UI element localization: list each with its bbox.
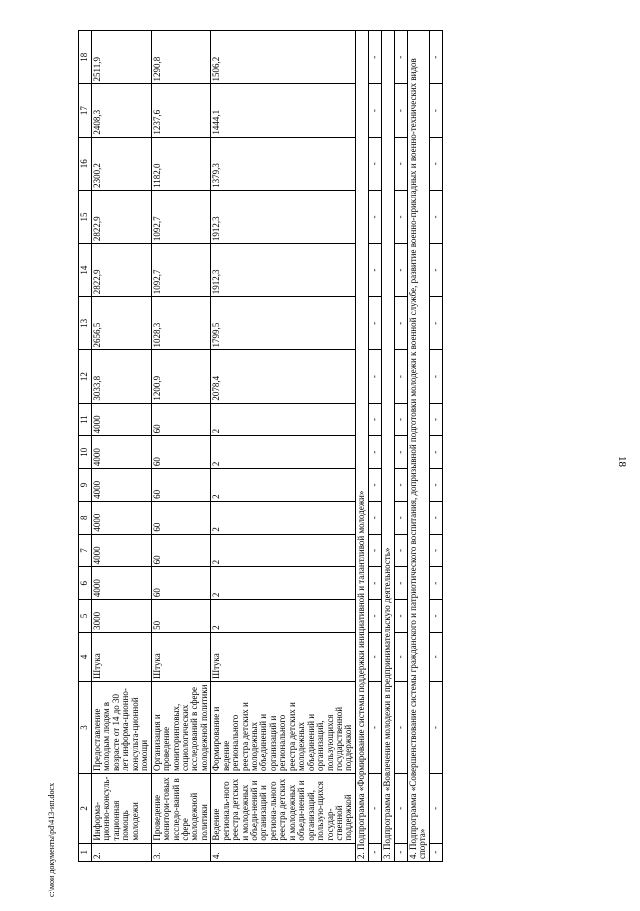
value-cell: 60 bbox=[151, 501, 211, 534]
dash-cell: - bbox=[394, 403, 407, 436]
activity-description: Организация и проведение мониторинговых, социологических исследований в сфере молодежной политики bbox=[151, 681, 211, 773]
value-cell: 1182,0 bbox=[151, 137, 211, 190]
dash-cell: - bbox=[394, 632, 407, 681]
subprogram-2-title: 2. Подпрограмма «Формирование системы поддержки инициативной и талантливой молодежи» bbox=[355, 31, 368, 862]
header-cell: 15 bbox=[79, 190, 92, 243]
dash-cell: - bbox=[394, 297, 407, 350]
unit-cell: Штука bbox=[92, 632, 152, 681]
value-cell: 1912,3 bbox=[211, 190, 356, 243]
dash-cell: - bbox=[368, 632, 381, 681]
value-cell: 1444,1 bbox=[211, 84, 356, 137]
row-number: 2. bbox=[92, 843, 152, 861]
program-table-wrapper bbox=[78, 30, 598, 862]
header-cell: 10 bbox=[79, 436, 92, 469]
value-cell: 60 bbox=[151, 567, 211, 600]
subprogram-row bbox=[381, 31, 394, 862]
activity-name: Ведение региональ-ного реестра детских и молодежных объеди-нений и организаций и региона-льного реестра детских и молодежных объеди-нений и организаций, пользую-щихся государ-ственной поддержкой bbox=[211, 774, 356, 844]
value-cell: 60 bbox=[151, 403, 211, 436]
table-row bbox=[151, 31, 211, 862]
value-cell: 1237,6 bbox=[151, 84, 211, 137]
header-cell: 13 bbox=[79, 297, 92, 350]
value-cell: 2822,9 bbox=[92, 244, 152, 297]
dash-cell: - bbox=[429, 244, 442, 297]
value-cell: 4000 bbox=[92, 436, 152, 469]
value-cell: 4000 bbox=[92, 469, 152, 502]
value-cell: 50 bbox=[151, 600, 211, 633]
header-cell: 7 bbox=[79, 534, 92, 567]
value-cell: 1092,7 bbox=[151, 190, 211, 243]
dash-cell: - bbox=[429, 681, 442, 773]
dash-cell: - bbox=[429, 436, 442, 469]
value-cell: 2822,9 bbox=[92, 190, 152, 243]
value-cell: 1200,9 bbox=[151, 350, 211, 403]
dash-cell: - bbox=[394, 534, 407, 567]
dash-row bbox=[394, 31, 407, 862]
header-cell: 4 bbox=[79, 632, 92, 681]
header-cell: 1 bbox=[79, 843, 92, 861]
header-cell: 2 bbox=[79, 774, 92, 844]
dash-cell: - bbox=[394, 774, 407, 844]
dash-cell: - bbox=[429, 843, 442, 861]
subprogram-3-title: 3. Подпрограмма «Вовлечение молодежи в предпринимательскую деятельность» bbox=[381, 31, 394, 862]
dash-cell: - bbox=[368, 297, 381, 350]
value-cell: 60 bbox=[151, 534, 211, 567]
dash-cell: - bbox=[368, 436, 381, 469]
value-cell: 2078,4 bbox=[211, 350, 356, 403]
value-cell: 2 bbox=[211, 534, 356, 567]
header-cell: 18 bbox=[79, 31, 92, 84]
dash-cell: - bbox=[429, 84, 442, 137]
value-cell: 4000 bbox=[92, 501, 152, 534]
activity-name: Информа-ционно-консуль-тационная помощь молодежи bbox=[92, 774, 152, 844]
value-cell: 60 bbox=[151, 469, 211, 502]
dash-cell: - bbox=[394, 31, 407, 84]
value-cell: 1799,5 bbox=[211, 297, 356, 350]
header-cell: 17 bbox=[79, 84, 92, 137]
dash-cell: - bbox=[394, 600, 407, 633]
value-cell: 2 bbox=[211, 600, 356, 633]
dash-cell: - bbox=[368, 190, 381, 243]
activity-description: Предоставление молодым людям в возрасте от 14 до 30 лет информа-ционно-консульта-ционной помощи bbox=[92, 681, 152, 773]
value-cell: 4000 bbox=[92, 403, 152, 436]
dash-cell: - bbox=[368, 137, 381, 190]
value-cell: 3033,8 bbox=[92, 350, 152, 403]
value-cell: 2300,2 bbox=[92, 137, 152, 190]
value-cell: 2 bbox=[211, 403, 356, 436]
dash-cell: - bbox=[368, 501, 381, 534]
activity-description: Формирование и ведение регионального реестра детских и молодежных объединений и организаций и регионального реестра детских и молодежных объединений и организаций, пользующихся государственной поддержкой bbox=[211, 681, 356, 773]
value-cell: 1092,7 bbox=[151, 244, 211, 297]
value-cell: 1290,8 bbox=[151, 31, 211, 84]
subprogram-4-title: 4. Подпрограмма «Совершенствование системы гражданского и патриотического воспитания, допризывной подготовки молодежи к военной службе, развитие военно-прикладных и военно-технических видов спорта» bbox=[407, 31, 429, 862]
value-cell: 1506,2 bbox=[211, 31, 356, 84]
value-cell: 60 bbox=[151, 436, 211, 469]
dash-cell: - bbox=[368, 469, 381, 502]
value-cell: 1028,3 bbox=[151, 297, 211, 350]
dash-cell: - bbox=[394, 190, 407, 243]
dash-cell: - bbox=[368, 403, 381, 436]
value-cell: 3000 bbox=[92, 600, 152, 633]
dash-cell: - bbox=[394, 436, 407, 469]
dash-cell: - bbox=[429, 774, 442, 844]
value-cell: 2 bbox=[211, 469, 356, 502]
dash-cell: - bbox=[368, 350, 381, 403]
row-number: 4. bbox=[211, 843, 356, 861]
dash-cell: - bbox=[368, 534, 381, 567]
footer-path: c:\мои документы\pd\413-ип.docx bbox=[47, 782, 56, 897]
dash-cell: - bbox=[368, 567, 381, 600]
dash-cell: - bbox=[394, 843, 407, 861]
dash-cell: - bbox=[394, 137, 407, 190]
page-number: 18 bbox=[616, 456, 628, 467]
value-cell: 1379,3 bbox=[211, 137, 356, 190]
dash-cell: - bbox=[368, 244, 381, 297]
activity-name: Проведение монитори-говых исследо-ваний в сфере молодежной политики bbox=[151, 774, 211, 844]
value-cell: 2 bbox=[211, 567, 356, 600]
dash-cell: - bbox=[394, 84, 407, 137]
dash-cell: - bbox=[429, 403, 442, 436]
header-row bbox=[79, 31, 92, 862]
program-table bbox=[78, 30, 443, 862]
value-cell: 4000 bbox=[92, 534, 152, 567]
dash-cell: - bbox=[429, 469, 442, 502]
dash-cell: - bbox=[394, 501, 407, 534]
value-cell: 2408,3 bbox=[92, 84, 152, 137]
value-cell: 2 bbox=[211, 436, 356, 469]
header-cell: 5 bbox=[79, 600, 92, 633]
unit-cell: Штука bbox=[151, 632, 211, 681]
value-cell: 2511,9 bbox=[92, 31, 152, 84]
dash-cell: - bbox=[368, 774, 381, 844]
header-cell: 6 bbox=[79, 567, 92, 600]
header-cell: 8 bbox=[79, 501, 92, 534]
value-cell: 1912,3 bbox=[211, 244, 356, 297]
dash-cell: - bbox=[394, 567, 407, 600]
table-row bbox=[92, 31, 152, 862]
header-cell: 16 bbox=[79, 137, 92, 190]
dash-cell: - bbox=[429, 137, 442, 190]
unit-cell: Штука bbox=[211, 632, 356, 681]
dash-cell: - bbox=[394, 244, 407, 297]
subprogram-row bbox=[407, 31, 429, 862]
dash-cell: - bbox=[429, 190, 442, 243]
dash-cell: - bbox=[429, 534, 442, 567]
dash-cell: - bbox=[429, 350, 442, 403]
dash-row bbox=[368, 31, 381, 862]
value-cell: 2656,5 bbox=[92, 297, 152, 350]
dash-cell: - bbox=[429, 297, 442, 350]
dash-cell: - bbox=[429, 600, 442, 633]
dash-cell: - bbox=[394, 350, 407, 403]
dash-cell: - bbox=[368, 31, 381, 84]
table-row bbox=[211, 31, 356, 862]
dash-row bbox=[429, 31, 442, 862]
dash-cell: - bbox=[429, 31, 442, 84]
dash-cell: - bbox=[368, 84, 381, 137]
row-number: 3. bbox=[151, 843, 211, 861]
dash-cell: - bbox=[394, 681, 407, 773]
header-cell: 11 bbox=[79, 403, 92, 436]
subprogram-row bbox=[355, 31, 368, 862]
dash-cell: - bbox=[429, 501, 442, 534]
dash-cell: - bbox=[368, 843, 381, 861]
header-cell: 9 bbox=[79, 469, 92, 502]
dash-cell: - bbox=[368, 600, 381, 633]
value-cell: 4000 bbox=[92, 567, 152, 600]
dash-cell: - bbox=[429, 632, 442, 681]
dash-cell: - bbox=[394, 469, 407, 502]
header-cell: 14 bbox=[79, 244, 92, 297]
header-cell: 3 bbox=[79, 681, 92, 773]
dash-cell: - bbox=[368, 681, 381, 773]
dash-cell: - bbox=[429, 567, 442, 600]
value-cell: 2 bbox=[211, 501, 356, 534]
header-cell: 12 bbox=[79, 350, 92, 403]
